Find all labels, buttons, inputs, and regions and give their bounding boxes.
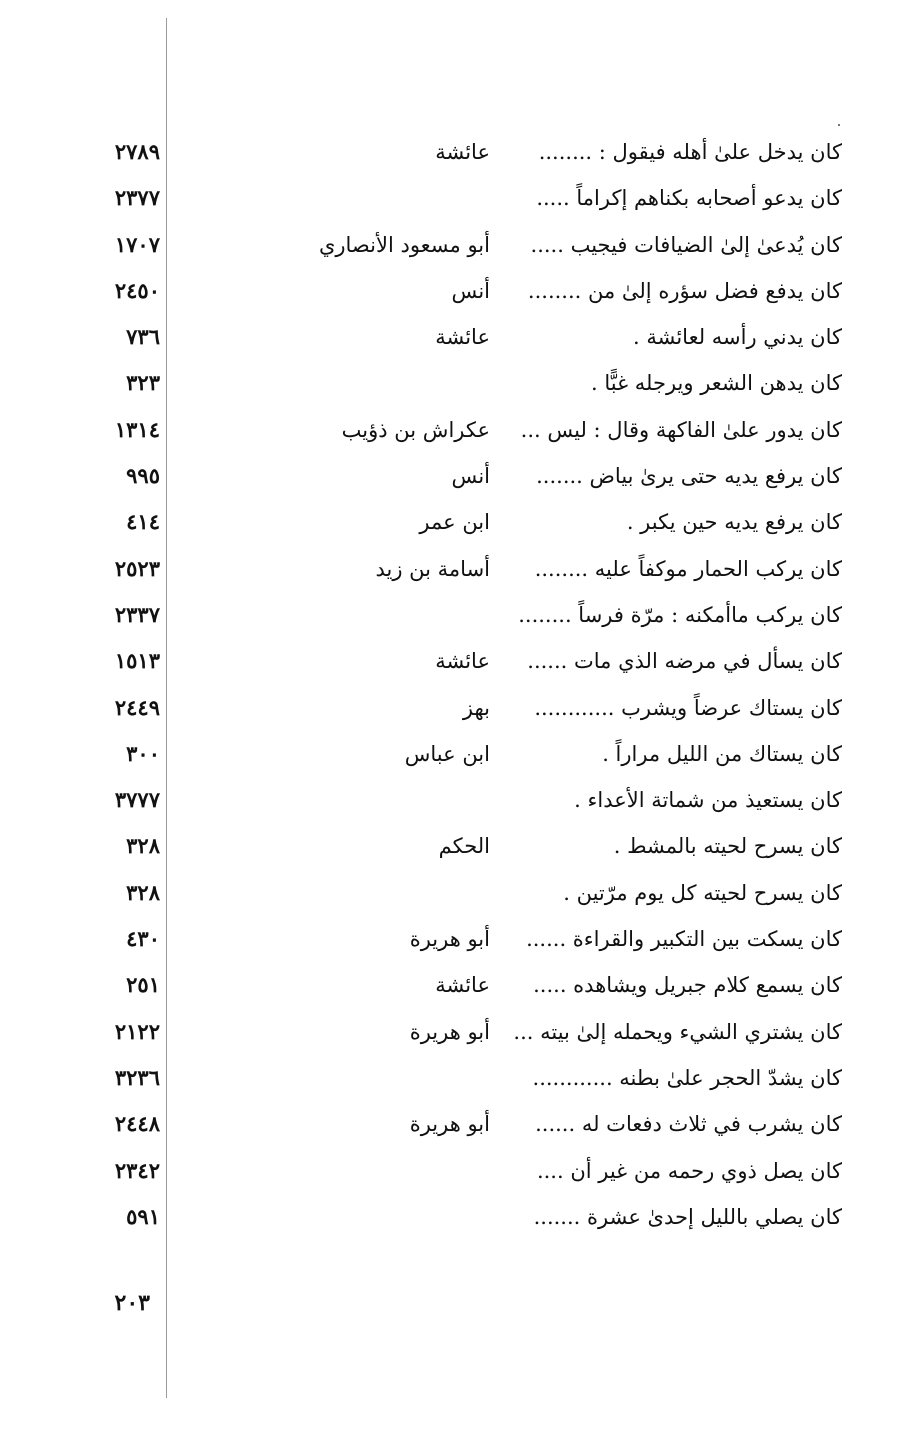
hadith-number: ٤٣٠ [126,926,160,952]
index-entry [0,1010,897,1056]
index-entry [0,408,897,454]
hadith-number: ٢٤٤٩ [114,694,160,720]
hadith-index-list [0,130,897,1241]
index-entry [0,1102,897,1148]
hadith-phrase: كان يدهن الشعر ويرجله غبًّا . [591,371,842,396]
narrator-name: أبو هريرة [409,1112,490,1137]
index-entry [0,963,897,1009]
hadith-number: ١٧٠٧ [114,231,160,257]
hadith-number: ٩٩٥ [126,463,160,489]
hadith-number: ٢٣٣٧ [114,601,160,627]
index-entry [0,732,897,778]
hadith-phrase: كان يسأل في مرضه الذي مات ...... [527,649,842,674]
narrator-name: عائشة [435,140,490,164]
narrator-name: عائشة [435,973,490,998]
hadith-number: ٢٣٤٢ [114,1157,160,1183]
hadith-number: ٣٠٠ [126,740,160,766]
hadith-phrase: كان يستعيذ من شماتة الأعداء . [574,788,842,813]
index-entry [0,547,897,593]
hadith-phrase: كان يدني رأسه لعائشة . [632,325,842,350]
index-entry [0,778,897,824]
index-entry [0,269,897,315]
narrator-name: أبو هريرة [409,927,490,952]
narrator-name: أبو هريرة [409,1019,490,1044]
index-entry [0,176,897,222]
hadith-phrase: كان يستاك عرضاً ويشرب ............ [534,695,842,720]
index-entry [0,917,897,963]
narrator-name: بهز [462,695,490,720]
page-number: ٢٠٣ [114,1290,150,1316]
hadith-phrase: كان يدفع فضل سؤره إلىٰ من ........ [527,278,842,303]
narrator-name: الحكم [438,834,490,859]
printer-mark [838,124,840,126]
narrator-name: أبو مسعود الأنصاري [318,232,490,257]
hadith-number: ٣٧٧٧ [114,787,160,813]
index-entry [0,500,897,546]
hadith-number: ٧٣٦ [126,324,160,350]
index-entry [0,361,897,407]
hadith-number: ٢٥٢٣ [114,555,160,581]
index-entry [0,871,897,917]
hadith-number: ٥٩١ [126,1203,160,1229]
hadith-phrase: كان يستاك من الليل مراراً . [602,741,842,766]
hadith-number: ٣٢٣ [126,370,160,396]
hadith-number: ١٥١٣ [114,648,160,674]
narrator-name: عائشة [435,325,490,350]
hadith-number: ٢١٢٢ [114,1018,160,1044]
hadith-number: ٤١٤ [126,509,160,535]
hadith-phrase: كان يشدّ الحجر علىٰ بطنه ............ [532,1065,842,1090]
hadith-phrase: كان يسرح لحيته بالمشط . [613,834,842,859]
hadith-phrase: كان يُدعىٰ إلىٰ الضيافات فيجيب ..... [530,232,842,257]
narrator-name: ابن عمر [419,510,490,535]
hadith-phrase: كان يسكت بين التكبير والقراءة ...... [526,927,842,952]
hadith-number: ٣٢٨ [126,833,160,859]
hadith-phrase: كان يرفع يديه حتى يرىٰ بياض ....... [536,464,842,489]
narrator-name: أنس [451,464,490,489]
hadith-phrase: كان يشتري الشيء ويحمله إلىٰ بيته ... [513,1019,842,1044]
index-entry [0,824,897,870]
hadith-phrase: كان يصلي بالليل إحدىٰ عشرة ....... [533,1204,842,1229]
index-entry [0,454,897,500]
index-entry [0,639,897,685]
hadith-phrase: كان يدعو أصحابه بكناهم إكراماً ..... [536,186,842,211]
index-entry [0,1056,897,1102]
hadith-number: ٢٤٤٨ [114,1111,160,1137]
hadith-phrase: كان يسمع كلام جبريل ويشاهده ..... [533,973,842,998]
hadith-number: ٢٣٧٧ [114,185,160,211]
hadith-phrase: كان يركب ماأمكنه : مرّة فرساً ........ [518,602,842,627]
index-entry [0,1195,897,1241]
narrator-name: أسامة بن زيد [375,556,490,581]
hadith-phrase: كان يرفع يديه حين يكبر . [626,510,842,535]
hadith-phrase: كان يدخل علىٰ أهله فيقول : ........ [538,140,842,164]
index-entry [0,1149,897,1195]
index-entry [0,315,897,361]
index-entry [0,593,897,639]
narrator-name: ابن عباس [404,741,490,766]
hadith-phrase: كان يصل ذوي رحمه من غير أن .... [536,1158,842,1183]
narrator-name: عائشة [435,649,490,674]
hadith-number: ٢٤٥٠ [114,277,160,303]
index-entry [0,686,897,732]
narrator-name: عكراش بن ذؤيب [341,417,490,442]
narrator-name: أنس [451,278,490,303]
hadith-number: ١٣١٤ [114,416,160,442]
hadith-number: ٣٢٣٦ [114,1064,160,1090]
hadith-number: ٢٥١ [126,972,160,998]
hadith-number: ٣٢٨ [126,879,160,905]
hadith-phrase: كان يدور علىٰ الفاكهة وقال : ليس ... [520,417,842,442]
index-entry [0,130,897,176]
hadith-phrase: كان يسرح لحيته كل يوم مرّتين . [563,880,842,905]
hadith-phrase: كان يشرب في ثلاث دفعات له ...... [535,1112,842,1137]
index-entry [0,223,897,269]
hadith-phrase: كان يركب الحمار موكفاً عليه ........ [534,556,842,581]
hadith-number: ٢٧٨٩ [114,139,160,164]
